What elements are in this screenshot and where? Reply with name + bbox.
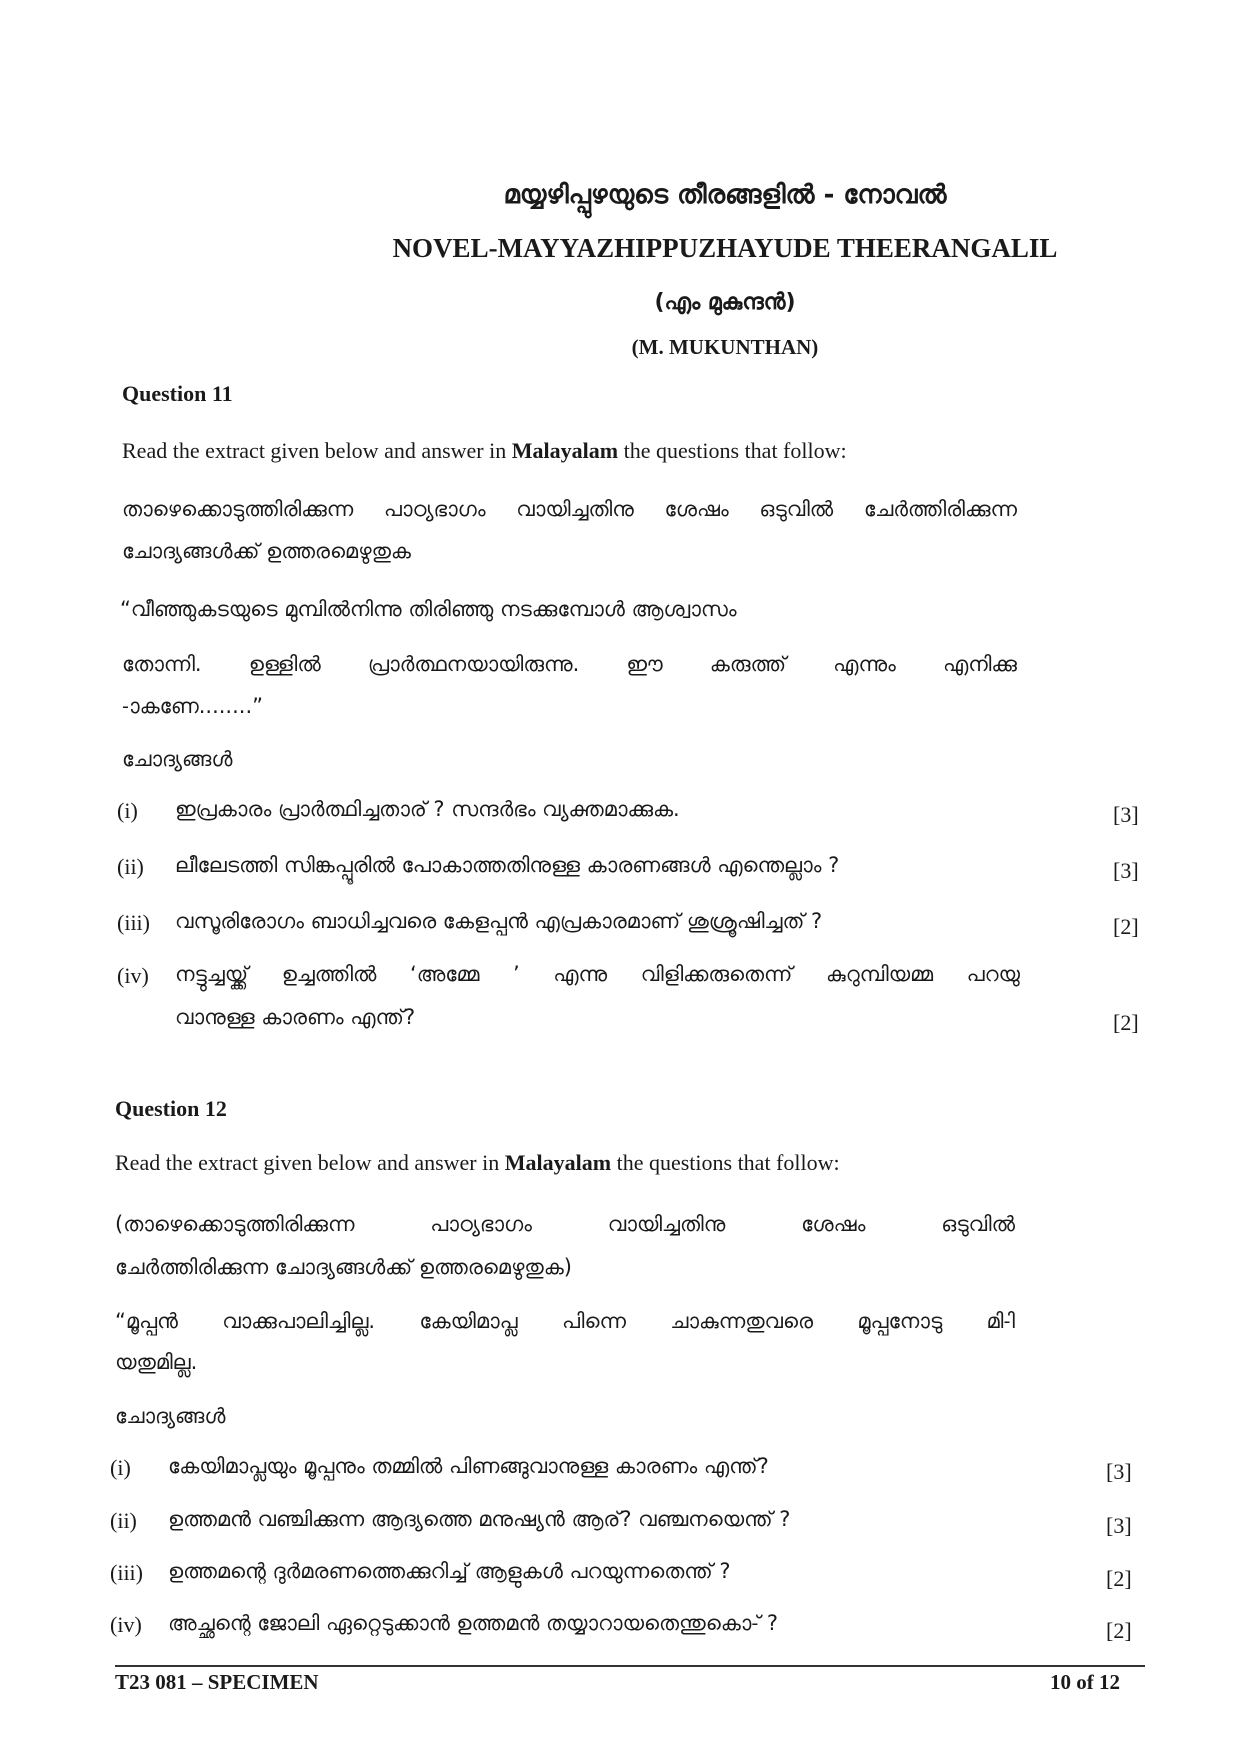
item-number: (ii): [110, 1508, 137, 1533]
question-11-heading: Question 11: [122, 381, 233, 406]
question-12-malayalam-instruction-line2: ചേർത്തിരിക്കുന്ന ചോദ്യങ്ങൾക്ക് ഉത്തരമെഴുതുക): [115, 1255, 572, 1279]
item-number: (iv): [117, 963, 149, 988]
question-12-questions-label: ചോദ്യങ്ങൾ: [115, 1404, 226, 1428]
footer-divider: [115, 1665, 1145, 1667]
question-11-extract-line3: -ാകണേ........”: [122, 694, 264, 718]
title-malayalam: മയ്യഴിപ്പുഴയുടെ തീരങ്ങളിൽ - നോവൽ: [503, 180, 947, 210]
title-english: NOVEL-MAYYAZHIPPUZHAYUDE THEERANGALIL: [392, 233, 1058, 263]
item-text: അച്ഛന്റെ ജോലി ഏറ്റെടുക്കാൻ ഉത്തമൻ തയ്യാറായതെന്തുകൊ-് ?: [168, 1611, 779, 1635]
item-marks: [2]: [1106, 1566, 1132, 1591]
item-text: ലീലേടത്തി സിങ്കപ്പൂരിൽ പോകാത്തതിനുള്ള കാരണങ്ങൾ എന്തെല്ലാം ?: [175, 853, 840, 877]
question-11-malayalam-instruction-line2: ചോദ്യങ്ങൾക്ക് ഉത്തരമെഴുതുക: [122, 539, 411, 563]
item-marks: [2]: [1113, 914, 1139, 939]
question-12-instruction: [115, 1150, 840, 1176]
item-text: ഉത്തമന്റെ ദുർമരണത്തെക്കുറിച്ച് ആളുകൾ പറയുന്നതെന്ത് ?: [168, 1559, 731, 1583]
item-text: വസൂരിരോഗം ബാധിച്ചവരെ കേളപ്പൻ എപ്രകാരമാണ് ശുശ്രൂഷിച്ചത് ?: [175, 909, 823, 933]
item-number: (ii): [117, 854, 144, 879]
item-marks: [3]: [1106, 1459, 1132, 1484]
question-11-instruction: [122, 438, 847, 464]
item-number: (i): [110, 1455, 131, 1480]
item-number: (iv): [110, 1612, 142, 1637]
item-marks: [3]: [1113, 802, 1139, 827]
item-marks: [3]: [1106, 1513, 1132, 1538]
question-12-extract-line1: “മൂപ്പൻ വാക്കുപാലിച്ചില്ല. കേയിമാപ്ല പിന്നെ ചാകുന്നതുവരെ മൂപ്പനോടു മി-ി: [115, 1309, 1015, 1333]
item-text-continued: വാനുള്ള കാരണം എന്ത്?: [175, 1005, 416, 1029]
item-text: നട്ടുച്ചയ്ക്ക് ഉച്ചത്തിൽ ‘അമ്മേ ’ എന്നു വിളിക്കരുതെന്ന് കുറുമ്പിയമ്മ പറയു: [175, 962, 1020, 986]
question-11-malayalam-instruction-line1: താഴെക്കൊടുത്തിരിക്കുന്ന പാഠ്യഭാഗം വായിച്ചതിനു ശേഷം ഒടുവിൽ ചേർത്തിരിക്കുന്ന: [122, 497, 1017, 521]
page-number: 10 of 12: [1050, 1670, 1120, 1694]
question-11-extract-line2: തോന്നി. ഉള്ളിൽ പ്രാർത്ഥനയായിരുന്നു. ഈ കരുത്ത് എന്നും എനിക്കു: [122, 652, 1017, 676]
question-12-extract-line2: യതുമില്ല.: [115, 1350, 198, 1374]
item-text: ഇപ്രകാരം പ്രാർത്ഥിച്ചതാര് ? സന്ദർഭം വ്യക്തമാക്കുക.: [175, 797, 680, 821]
author-english: (M. MUKUNTHAN): [631, 335, 819, 359]
instruction-prefix: Read the extract given below and answer in: [122, 438, 512, 463]
question-11-questions-label: ചോദ്യങ്ങൾ: [122, 747, 233, 771]
item-number: (i): [117, 798, 138, 823]
item-text: ഉത്തമൻ വഞ്ചിക്കുന്ന ആദ്യത്തെ മനുഷ്യൻ ആര്? വഞ്ചനയെന്ത് ?: [168, 1507, 791, 1531]
instruction-prefix: Read the extract given below and answer in: [115, 1150, 505, 1175]
item-marks: [2]: [1106, 1618, 1132, 1643]
instruction-suffix: the questions that follow:: [618, 438, 847, 463]
item-marks: [3]: [1113, 858, 1139, 883]
item-number: (iii): [110, 1560, 143, 1585]
instruction-language: Malayalam: [504, 1150, 612, 1175]
author-malayalam: (എം മുകുന്ദൻ): [654, 290, 796, 315]
item-text: കേയിമാപ്ലയും മൂപ്പനും തമ്മിൽ പിണങ്ങുവാനുള്ള കാരണം എന്ത്?: [168, 1454, 769, 1478]
question-12-malayalam-instruction-line1: (താഴെക്കൊടുത്തിരിക്കുന്ന പാഠ്യഭാഗം വായിച്ചതിനു ശേഷം ഒടുവിൽ: [115, 1212, 1015, 1236]
instruction-suffix: the questions that follow:: [611, 1150, 840, 1175]
paper-code: T23 081 – SPECIMEN: [115, 1670, 319, 1694]
question-12-heading: Question 12: [115, 1096, 227, 1121]
question-11-extract-line1: “വീഞ്ഞുകടയുടെ മുമ്പിൽനിന്നു തിരിഞ്ഞു നടക്കുമ്പോൾ ആശ്വാസം: [120, 597, 737, 621]
item-number: (iii): [117, 910, 150, 935]
item-marks: [2]: [1113, 1010, 1139, 1035]
instruction-language: Malayalam: [511, 438, 619, 463]
